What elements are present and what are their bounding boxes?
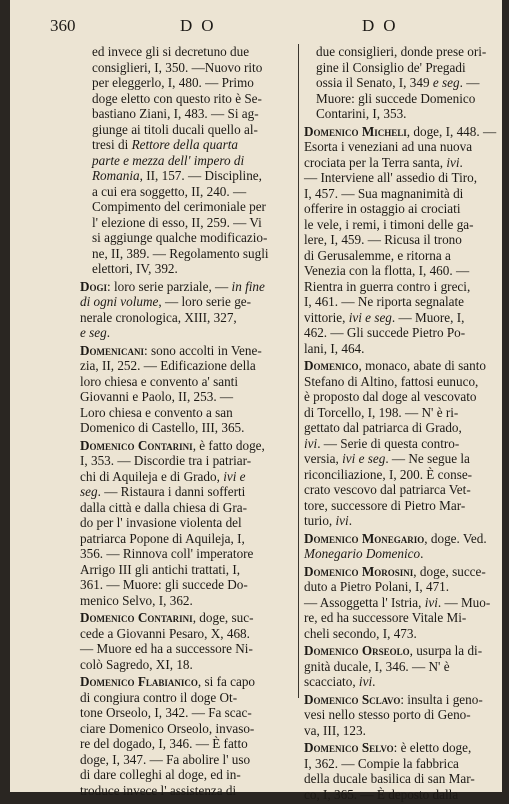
entry-line: di dare colleghi al doge, ed in-	[80, 767, 241, 782]
entry-line: lani, I, 464.	[304, 340, 365, 356]
index-entry	[80, 343, 292, 436]
index-column-right	[304, 44, 497, 804]
entry-line: nerale cronologica, XIII, 327,	[80, 309, 237, 325]
entry-line: re del dogado, I, 346. — È fatto	[80, 736, 248, 751]
entry-line: 356. — Rinnova coll' imperatore	[80, 546, 254, 561]
entry-line: Venezia con la flotta, I, 460. —	[304, 263, 470, 278]
entry-line: patriarca Popone di Aquileja, I,	[80, 530, 245, 546]
entry-line: cede a Giovanni Pesaro, X, 468.	[80, 625, 250, 641]
entry-line: tore, successore di Pietro Mar-	[304, 497, 466, 513]
entry-line: 361. — Muore: gli succede Do-	[80, 577, 248, 592]
book-page	[10, 0, 502, 802]
entry-line: re, ed ha successore Vitale Mi-	[304, 610, 467, 625]
entry-line: 462. — Gli succede Pietro Po-	[304, 325, 466, 340]
entry-line: giunge ai titoli ducali quello al-	[92, 121, 258, 137]
entry-line: Contarini, I, 353.	[316, 106, 407, 121]
entry-line: Giovanni e Paolo, II, 253. —	[80, 389, 234, 404]
entry-line: Domenico, monaco, abate di santo	[304, 358, 486, 373]
entry-line: Monegario Domenico.	[304, 546, 424, 561]
entry-line: tresi di Rettore della quarta	[92, 137, 239, 152]
entry-line: seg. — Ristaura i danni sofferti	[80, 484, 246, 499]
entry-line: ossia il Senato, I, 349 e seg. —	[316, 75, 480, 90]
index-entry	[304, 358, 494, 529]
entry-line: loro chiesa e convento a' santi	[80, 373, 239, 389]
entry-line: gnità ducale, I, 346. — N' è	[304, 658, 450, 674]
entry-line: Domenicani: sono accolti in Vene-	[80, 342, 262, 358]
entry-line: Domenico Morosini, doge, succe-	[304, 563, 486, 579]
entry-line: versia, ivi e seg. — Ne segue la	[304, 451, 470, 466]
entry-line: colò Sagredo, XI, 18.	[80, 656, 193, 672]
entry-line: I, 457. — Sua magnanimità di	[304, 185, 464, 201]
entry-line: menico Selvo, I, 362.	[80, 592, 193, 608]
entry-line: ed invece gli si decretuno due	[92, 44, 250, 59]
entry-line: di congiura contro il doge Ot-	[80, 689, 238, 705]
entry-line: le vele, i remi, i timoni delle ga-	[304, 216, 474, 232]
page-number: 360	[50, 16, 76, 35]
entry-line: Domenico Orseolo, usurpa la di-	[304, 643, 483, 658]
index-entry-continuation	[304, 44, 494, 122]
entry-line: e seg.	[80, 325, 111, 340]
entry-line: a cui era soggetto, II, 240. —	[92, 183, 247, 199]
entry-line: ivi. — Serie di questa contro-	[304, 435, 460, 451]
index-entry	[304, 123, 497, 357]
entry-line: Romania, II, 157. — Discipline,	[92, 168, 262, 183]
entry-line: va, III, 123.	[304, 722, 366, 738]
entry-line: di ogni volume, — loro serie ge-	[80, 294, 252, 309]
index-entry	[304, 564, 494, 642]
running-head-right: DO	[362, 16, 405, 35]
entry-headword: Domenico Flabianico	[80, 674, 198, 689]
entry-headword: Domenicani	[80, 342, 145, 358]
entry-line: — Muore ed ha a successore Ni-	[80, 641, 253, 656]
index-entry	[80, 610, 292, 672]
entry-line: I, 353. — Discordie tra i patriar-	[80, 453, 252, 468]
entry-line: Domenico Contarini, è fatto doge,	[80, 437, 265, 453]
entry-line: Domenico Flabianico, si fa capo	[80, 674, 256, 689]
entry-line: I, 461. — Ne riporta segnalate	[304, 294, 465, 309]
entry-line: ciare Domenico Orseolo, invaso-	[80, 720, 255, 736]
entry-line: l' elezione di esso, II, 259. — Vi	[92, 214, 262, 230]
column-divider	[298, 44, 299, 698]
entry-line: Rientra in guerra contro i greci,	[304, 278, 471, 294]
entry-line: crociata per la Terra santa, ivi.	[304, 154, 463, 170]
entry-headword: Domenico Orseolo	[304, 643, 410, 658]
entry-headword: Domenico Morosini	[304, 563, 414, 579]
entry-line: doge, I, 347. — Fa abolire l' uso	[80, 751, 251, 767]
index-entry	[304, 643, 494, 690]
entry-line: do per l' invasione violenta del	[80, 515, 242, 530]
index-entry	[304, 740, 494, 802]
entry-line: di Gerusalemme, e ritorna a	[304, 247, 451, 263]
index-entry	[304, 531, 494, 562]
entry-line: offerire in ostaggio ai crociati	[304, 201, 461, 216]
entry-line: — Interviene all' assedio di Tiro,	[304, 170, 478, 185]
entry-line: troduce invece l' assistenza di	[80, 782, 237, 798]
entry-line: doge eletto con questo rito è Se-	[92, 90, 262, 106]
entry-line: zia, II, 252. — Edificazione della	[80, 358, 256, 373]
index-entry	[80, 674, 292, 798]
entry-line: della ducale basilica di san Mar-	[304, 771, 475, 786]
entry-line: è proposto dal doge al vescovato	[304, 389, 477, 404]
entry-line: si aggiunge qualche modificazio-	[92, 230, 268, 245]
entry-line: riconciliazione, I, 200. È conse-	[304, 466, 473, 482]
entry-line: di Torcello, I, 198. — N' è ri-	[304, 404, 459, 420]
index-entry	[80, 438, 292, 609]
entry-line: duto a Pietro Polani, I, 471.	[304, 579, 450, 594]
entry-line: Loro chiesa e convento a san	[80, 404, 233, 420]
entry-line: Stefano di Altino, fattosi eunuco,	[304, 373, 479, 389]
entry-line: — Assoggetta l' Istria, ivi. — Muo-	[304, 594, 491, 610]
entry-line: vittorie, ivi e seg. — Muore, I,	[304, 309, 465, 325]
entry-line: bastiano Ziani, I, 483. — Si ag-	[92, 106, 259, 121]
entry-line: Domenico Monegario, doge. Ved.	[304, 530, 487, 546]
entry-line: Dogi: loro serie parziale, — in fine	[80, 278, 265, 294]
entry-line: dalla città e dalla chiesa di Gra-	[80, 499, 247, 515]
entry-line: scacciato, ivi.	[304, 674, 376, 689]
entry-line: Domenico Selvo: è eletto doge,	[304, 740, 472, 755]
entry-line: Arrigo III gli antichi trattati, I,	[80, 561, 241, 577]
index-entry-continuation	[80, 44, 292, 277]
entry-line: turio, ivi.	[304, 513, 352, 528]
entry-line: Domenico Sclavo: insulta i geno-	[304, 691, 483, 707]
entry-line: crato vescovo dal patriarca Vet-	[304, 482, 471, 497]
entry-headword: Domenico Contarini	[80, 437, 193, 453]
entry-headword: Domenico Sclavo	[304, 691, 401, 707]
entry-headword: Domenico Selvo	[304, 740, 394, 755]
entry-line: parte e mezza dell' impero di	[92, 152, 245, 168]
index-entry	[304, 692, 494, 739]
entry-line: vesi nello stesso porto di Geno-	[304, 707, 471, 722]
entry-line: Domenico Contarini, doge, suc-	[80, 610, 254, 625]
entry-line: I, 362. — Compie la fabbrica	[304, 755, 459, 771]
running-head-left: DO	[180, 16, 223, 35]
entry-line: Muore: gli succede Domenico	[316, 90, 476, 106]
entry-line: gettato dal patriarca di Grado,	[304, 420, 462, 435]
entry-line: ne, II, 389. — Regolamento sugli	[92, 245, 269, 261]
entry-line: co, I, 365. — È deposto dalla	[304, 786, 459, 802]
entry-headword: Domenico Micheli	[304, 123, 407, 139]
index-column-left	[80, 44, 292, 800]
entry-line: per eleggerlo, I, 480. — Primo	[92, 75, 254, 90]
entry-line: due consiglieri, donde prese ori-	[316, 44, 487, 59]
entry-line: Domenico Micheli, doge, I, 448. —	[304, 123, 497, 139]
entry-line: consiglieri, I, 350. —Nuovo rito	[92, 59, 263, 75]
entry-line: cheli secondo, I, 473.	[304, 625, 417, 641]
entry-line: gine il Consiglio de' Pregadi	[316, 59, 466, 75]
entry-line: Compimento del cerimoniale per	[92, 199, 266, 214]
entry-line: lere, I, 459. — Ricusa il trono	[304, 232, 462, 247]
entry-headword: Dogi	[80, 278, 108, 294]
entry-headword: Domenico	[304, 358, 359, 373]
entry-line: Esorta i veneziani ad una nuova	[304, 139, 473, 154]
index-entry	[80, 279, 292, 341]
entry-headword: Domenico Contarini	[80, 610, 193, 625]
entry-line: Domenico di Castello, III, 365.	[80, 420, 245, 435]
entry-line: elettori, IV, 392.	[92, 261, 178, 276]
entry-line: tone Orseolo, I, 342. — Fa scac-	[80, 705, 252, 720]
entry-line: chi di Aquileja e di Grado, ivi e	[80, 468, 246, 484]
entry-headword: Domenico Monegario	[304, 530, 425, 546]
